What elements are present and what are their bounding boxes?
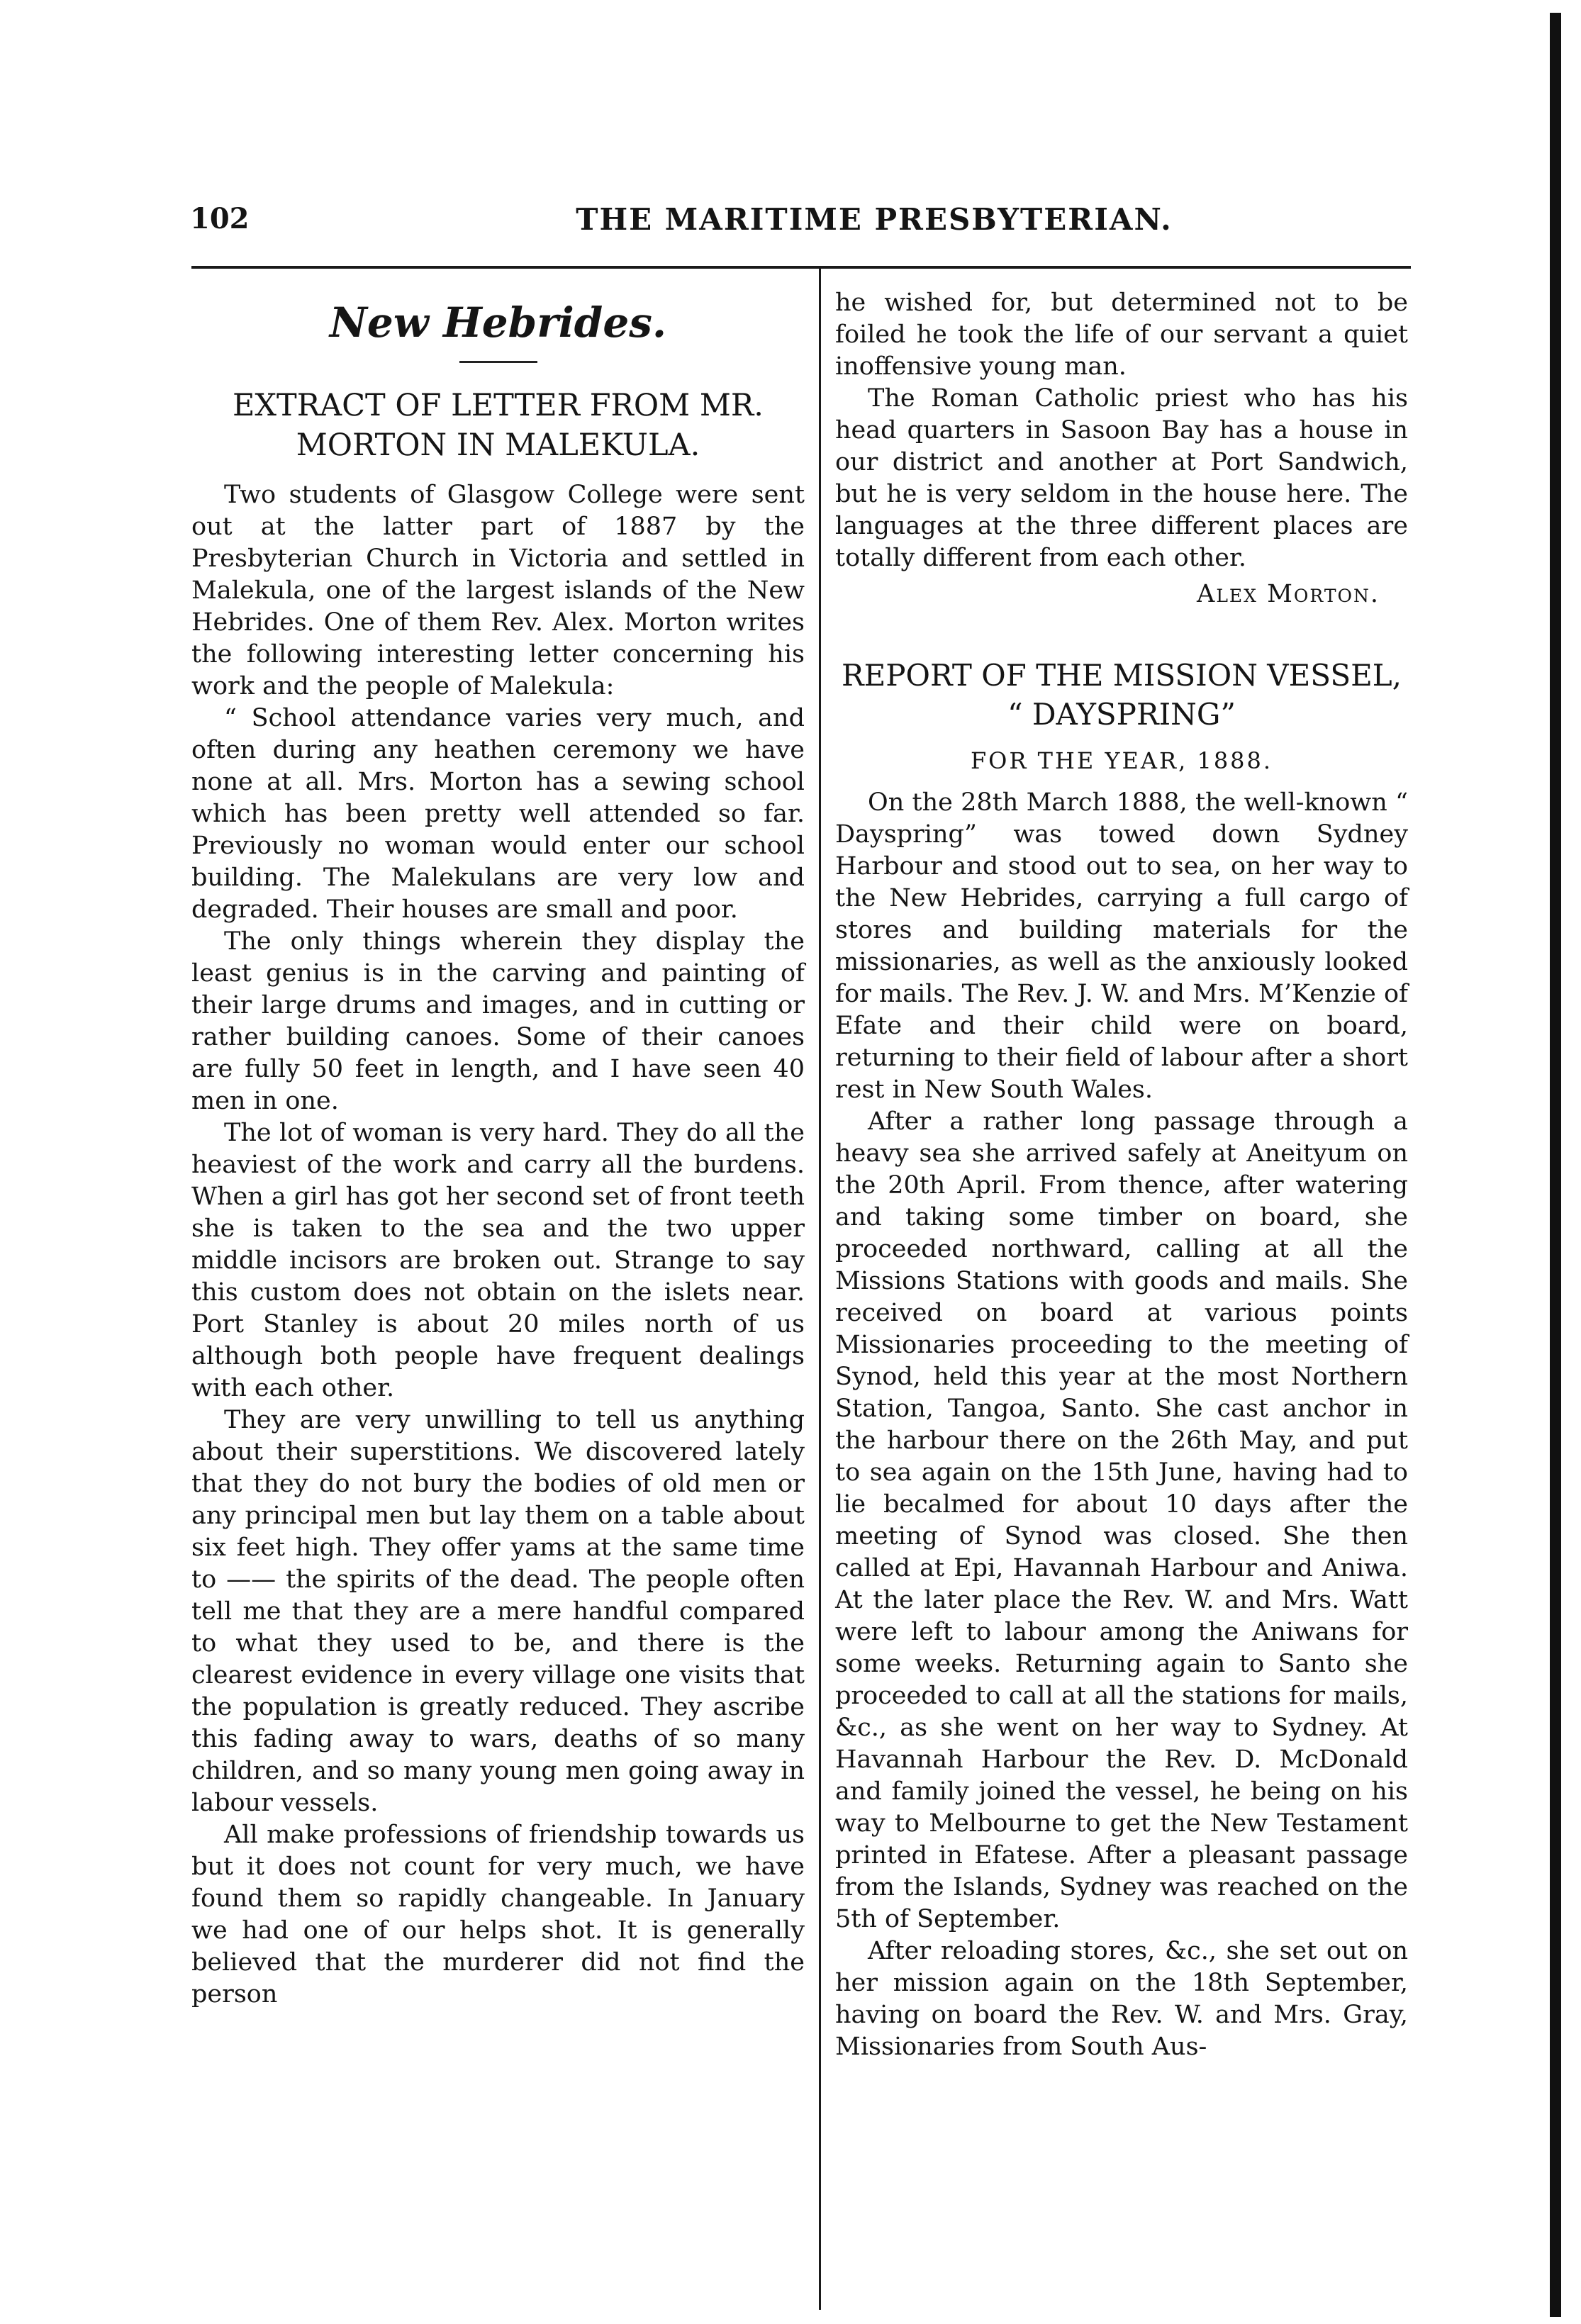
- article-paragraph: They are very unwilling to tell us anything about their superstitions. We discovered lately that they do not bury the bodies of old men or any principal men but lay them on a table about six feet high. They offer yams at the same time to —— the spirits of the dead. The people often tell me that they are a mere handful compared to what they used to be, and there is the clearest evidence in every village one visits that the population is greatly reduced. They ascribe this fading away to wars, deaths of so many children, and so many young men going away in labour vessels.: [191, 1406, 805, 1817]
- article-paragraph: All make professions of friendship towards us but it does not count for very much, we have found them so rapidly changeable. In January we had one of our helps shot. It is generally believed that the murderer did not find the person: [191, 1821, 805, 2009]
- page-header: [190, 202, 1417, 252]
- report-paragraph: On the 28th March 1888, the well-known “ Dayspring” was towed down Sydney Harbour and stood out to sea, on her way to the New Hebrides, carrying a full cargo of stores and building materials for the missionaries, as well as the anxiously looked for mails. The Rev. J. W. and Mrs. M’Kenzie of Efate and their child were on board, returning to their field of labour after a short rest in New South Wales.: [835, 788, 1408, 1104]
- continued-paragraph: he wished for, but determined not to be foiled he took the life of our servant a quiet inoffensive young man.: [835, 289, 1408, 381]
- continued-paragraph: The Roman Catholic priest who has his head quarters in Sasoon Bay has a house in our district and another at Port Sandwich, but he is very seldom in the house here. The languages at the three different places are totally different from each other.: [835, 384, 1408, 572]
- left-column: [191, 287, 805, 2011]
- article-title: EXTRACT OF LETTER FROM MR. MORTON IN MALEKULA.: [233, 388, 764, 463]
- column-divider: [819, 268, 821, 2310]
- article-paragraph: The only things wherein they display the least genius is in the carving and painting of their large drums and images, and in cutting or rather building canoes. Some of their canoes are fully 50 feet in length, and I have seen 40 men in one.: [191, 927, 805, 1115]
- report-subtitle: FOR THE YEAR, 1888.: [970, 747, 1273, 774]
- right-column: [835, 287, 1408, 2063]
- article-paragraph: “ School attendance varies very much, and often during any heathen ceremony we have none at all. Mrs. Morton has a sewing school which has been pretty well attended so far. Previously no woman would enter our school building. The Malekulans are very low and degraded. Their houses are small and poor.: [191, 704, 805, 924]
- section-heading: New Hebrides.: [329, 298, 667, 347]
- article-paragraph: Two students of Glasgow College were sent out at the latter part of 1887 by the Presbyterian Church in Victoria and settled in Malekula, one of the largest islands of the New Hebrides. One of them Rev. Alex. Morton writes the following interesting letter concerning his work and the people of Malekula:: [191, 481, 805, 700]
- report-title: REPORT OF THE MISSION VESSEL, “ DAYSPRING”: [841, 658, 1402, 732]
- report-paragraph: After reloading stores, &c., she set out on her mission again on the 18th September, having on board the Rev. W. and Mrs. Gray, Missionaries from South Aus-: [835, 1937, 1408, 2061]
- running-title: THE MARITIME PRESBYTERIAN.: [576, 202, 1173, 237]
- scan-edge-bar: [1550, 13, 1561, 2317]
- article-paragraph: The lot of woman is very hard. They do all the heaviest of the work and carry all the burdens. When a girl has got her second set of front teeth she is taken to the sea and the two upper middle incisors are broken out. Strange to say this custom does not obtain on the islets near. Port Stanley is about 20 miles north of us although both people have frequent dealings with each other.: [191, 1119, 805, 1402]
- report-paragraph: After a rather long passage through a heavy sea she arrived safely at Aneityum on the 20th April. From thence, after watering and taking some timber on board, she proceeded northward, calling at all the Missions Stations with goods and mails. She received on board at various points Missionaries proceeding to the meeting of Synod, held this year at the most Northern Station, Tangoa, Santo. She cast anchor in the harbour there on the 26th May, and put to sea again on the 15th June, having had to lie becalmed for about 10 days after the meeting of Synod was closed. She then called at Epi, Havannah Harbour and Aniwa. At the later place the Rev. W. and Mrs. Watt were left to labour among the Aniwans for some weeks. Returning again to Santo she proceeded to call at all the stations for mails, &c., as she went on her way to Sydney. At Havannah Harbour the Rev. D. McDonald and family joined the vessel, he being on his way to Melbourne to get the New Testament printed in Efatese. After a pleasant passage from the Islands, Sydney was reached on the 5th of September.: [835, 1107, 1408, 1933]
- short-rule: [459, 361, 537, 363]
- page-number: 102: [190, 202, 250, 235]
- letter-signature: Alex Morton.: [1197, 580, 1380, 608]
- header-rule: [191, 266, 1411, 269]
